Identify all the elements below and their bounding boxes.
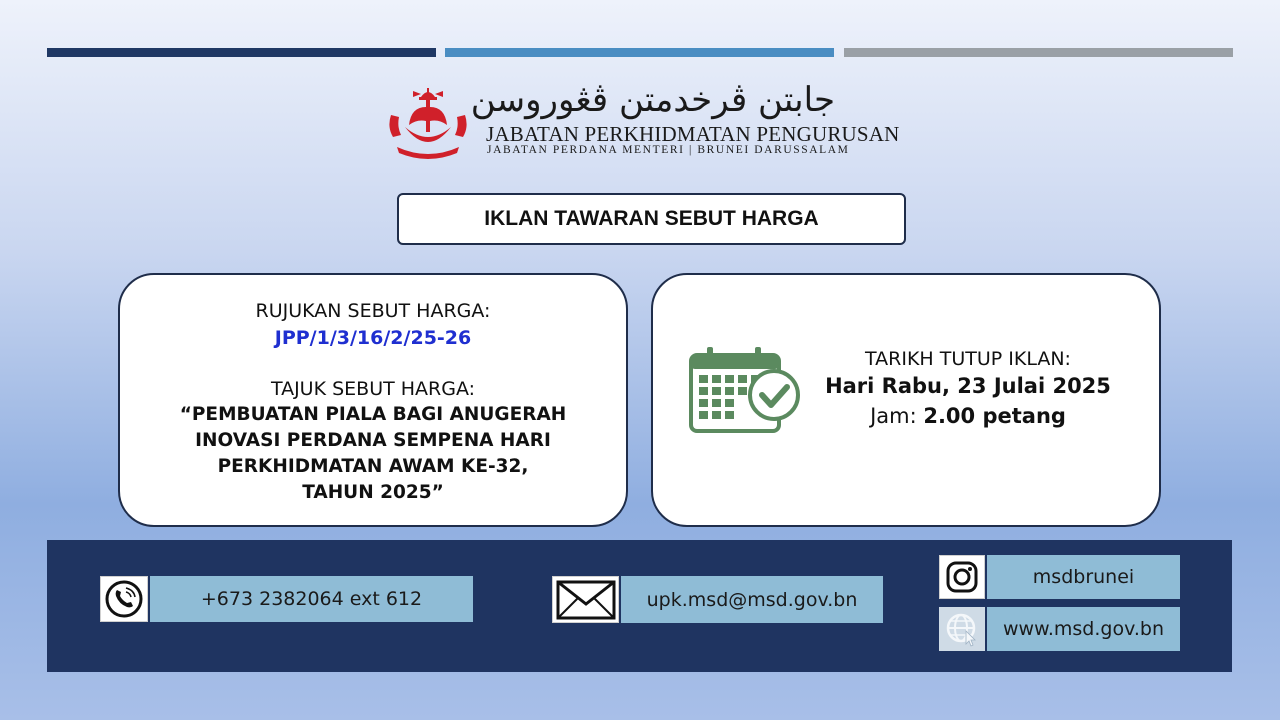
closing-date-card (651, 273, 1161, 527)
brunei-crest-icon (383, 85, 473, 160)
globe-icon (939, 607, 985, 651)
phone-icon (100, 576, 148, 622)
header-bar-blue (445, 48, 834, 57)
closing-date: Hari Rabu, 23 Julai 2025 (825, 374, 1111, 398)
reference-value: JPP/1/3/16/2/25-26 (274, 327, 472, 349)
topic-label: TAJUK SEBUT HARGA: (270, 378, 476, 400)
org-subtitle: JABATAN PERDANA MENTERI | BRUNEI DARUSSALAM (487, 144, 850, 156)
org-name-jawi: جابتن ڤرخدمتن ڤڠوروسن (470, 80, 835, 120)
header-bar-navy (47, 48, 436, 57)
quotation-details-card (118, 273, 628, 527)
calendar-check-icon (689, 347, 801, 437)
topic-line: PERKHIDMATAN AWAM KE-32, (217, 456, 529, 477)
email-address[interactable]: upk.msd@msd.gov.bn (621, 576, 883, 623)
topic-line: TAHUN 2025” (302, 482, 444, 503)
topic-line: INOVASI PERDANA SEMPENA HARI (195, 430, 551, 451)
org-name: JABATAN PERKHIDMATAN PENGURUSAN (486, 122, 900, 146)
closing-label: TARIKH TUTUP IKLAN: (865, 348, 1071, 370)
phone-number[interactable]: +673 2382064 ext 612 (150, 576, 473, 622)
topic-line: “PEMBUATAN PIALA BAGI ANUGERAH (179, 404, 567, 425)
website-link[interactable]: www.msd.gov.bn (987, 607, 1180, 651)
reference-label: RUJUKAN SEBUT HARGA: (255, 300, 491, 322)
envelope-icon (552, 576, 619, 623)
closing-time (803, 404, 1133, 428)
instagram-icon (939, 555, 985, 599)
page-title: IKLAN TAWARAN SEBUT HARGA (397, 193, 906, 245)
header-bar-grey (844, 48, 1233, 57)
closing-time-prefix: Jam: (870, 404, 917, 428)
closing-time-value: 2.00 petang (923, 404, 1066, 428)
instagram-handle[interactable]: msdbrunei (987, 555, 1180, 599)
